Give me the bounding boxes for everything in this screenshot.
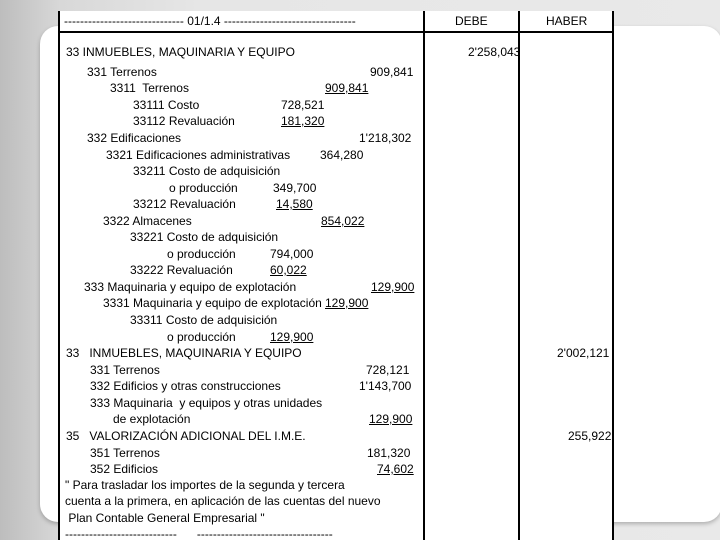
account-line: 33 INMUEBLES, MAQUINARIA Y EQUIPO <box>66 346 302 360</box>
haber-column-header: HABER <box>546 14 588 28</box>
glosa-text: " Para trasladar los importes de la segunda y tercera <box>65 478 345 492</box>
amount: 129,900 <box>371 280 415 294</box>
amount: 364,280 <box>320 148 364 162</box>
amount: 129,900 <box>325 296 369 310</box>
amount: 14,580 <box>276 197 313 211</box>
amount: 60,022 <box>270 263 307 277</box>
amount: 181,320 <box>281 114 325 128</box>
account-line: 33211 Costo de adquisición <box>133 164 281 178</box>
account-line: 3311 Terrenos <box>110 81 189 95</box>
glosa-text: Plan Contable General Empresarial " <box>65 511 265 525</box>
amount: 349,700 <box>273 181 317 195</box>
amount: 728,521 <box>281 98 325 112</box>
amount: 854,022 <box>321 214 365 228</box>
account-line: 351 Terrenos <box>90 446 160 460</box>
amount: 909,841 <box>325 81 369 95</box>
entry-reference: ------------------------------ 01/1.4 --------------------------------- <box>64 14 356 28</box>
haber-amount: 2'002,121 <box>557 346 610 360</box>
account-line: 333 Maquinaria y equipo de explotación <box>84 280 297 294</box>
account-line: 331 Terrenos <box>87 65 157 79</box>
amount: 181,320 <box>367 446 411 460</box>
haber-amount: 255,922 <box>568 429 612 443</box>
account-line: 3321 Edificaciones administrativas <box>106 148 291 162</box>
account-line: 332 Edificaciones <box>87 131 182 145</box>
account-line: o producción <box>167 247 236 261</box>
account-line: 33112 Revaluación <box>133 114 235 128</box>
amount: 909,841 <box>370 65 414 79</box>
debe-amount: 2'258,043 <box>468 45 521 59</box>
account-line: 33222 Revaluación <box>130 263 233 277</box>
account-line: 332 Edificios y otras construcciones <box>90 379 281 393</box>
amount: 728,121 <box>366 363 410 377</box>
account-line: 33 INMUEBLES, MAQUINARIA Y EQUIPO <box>66 45 295 59</box>
amount: 1'143,700 <box>359 379 412 393</box>
account-line: 3331 Maquinaria y equipo de explotación <box>103 296 322 310</box>
account-line: 33221 Costo de adquisición <box>130 230 279 244</box>
column-border-debe-left <box>423 11 425 540</box>
account-line: 33111 Costo <box>133 98 200 112</box>
column-border-haber-left <box>518 11 520 540</box>
account-line: 35 VALORIZACIÓN ADICIONAL DEL I.M.E. <box>66 429 306 443</box>
glosa-text: cuenta a la primera, en aplicación de las cuentas del nuevo <box>65 494 381 508</box>
amount: 74,602 <box>377 462 414 476</box>
account-line: o producción <box>169 181 238 195</box>
debe-column-header: DEBE <box>455 14 488 28</box>
footer-dashes: ---------------------------- ---------------------------------- <box>65 527 333 541</box>
account-line: 331 Terrenos <box>90 363 160 377</box>
amount: 1'218,302 <box>359 131 412 145</box>
account-line: 352 Edificios <box>90 462 159 476</box>
account-line: o producción <box>167 330 236 344</box>
column-border-right <box>612 11 614 540</box>
header-divider <box>58 31 614 33</box>
account-line: de explotación <box>113 412 191 426</box>
amount: 794,000 <box>270 247 314 261</box>
account-line: 333 Maquinaria y equipos y otras unidades <box>90 396 323 410</box>
column-border-left <box>58 11 60 540</box>
amount: 129,900 <box>369 412 413 426</box>
account-line: 33212 Revaluación <box>133 197 236 211</box>
amount: 129,900 <box>270 330 314 344</box>
account-line: 3322 Almacenes <box>103 214 192 228</box>
account-line: 33311 Costo de adquisición <box>130 313 278 327</box>
